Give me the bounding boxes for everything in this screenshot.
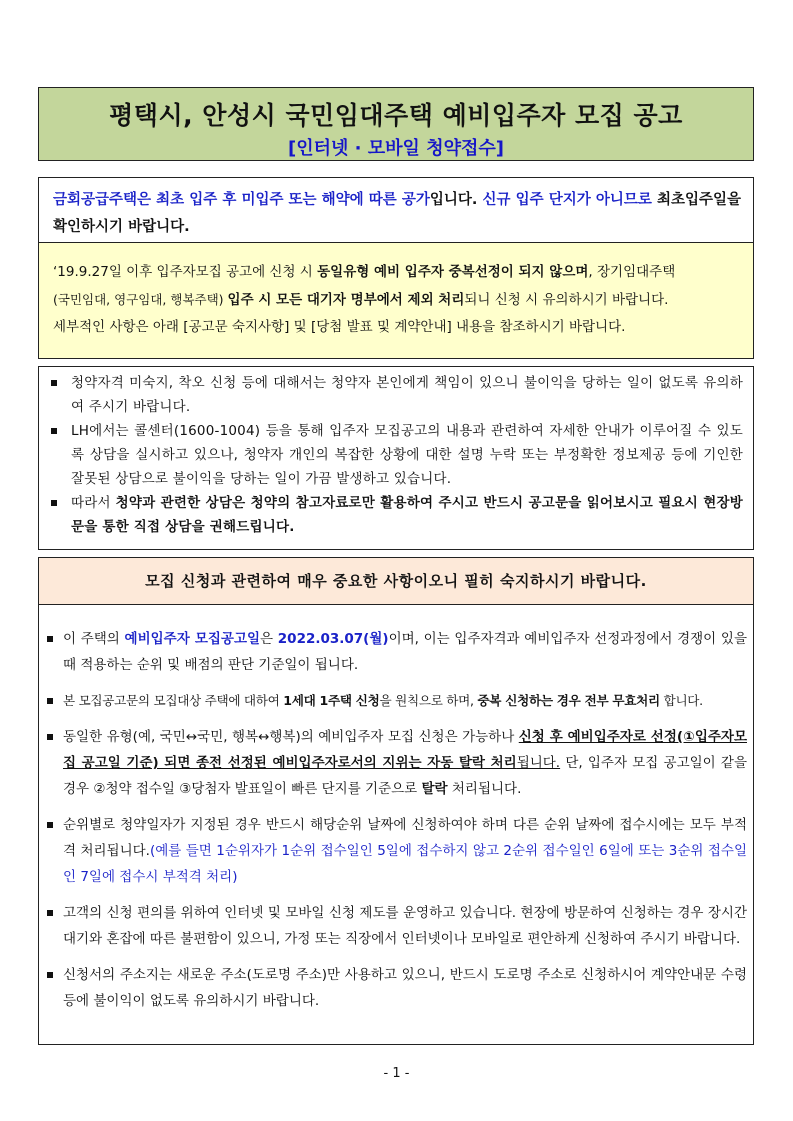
blue-bold-text: 예비입주자 모집공고일	[124, 631, 261, 647]
list-item	[45, 626, 747, 678]
bold-text: 탈락	[421, 781, 448, 797]
text: 동일한 유형(예, 국민↔국민, 행복↔행복)의 예비입주자 모집 신청은 가능하나	[63, 729, 519, 745]
text: 처리됩니다.	[447, 781, 522, 797]
list-item	[51, 371, 743, 419]
text: 청약자격 미숙지, 착오 신청 등에 대해서는 청약자 본인에게 책임이 있으니 불이익을 당하는 일이 없도록 유의하여 주시기 바랍니다.	[71, 375, 743, 415]
text: 되니 신청 시 유의하시기 바랍니다.	[464, 292, 669, 308]
page-title: 평택시, 안성시 국민임대주택 예비입주자 모집 공고	[109, 101, 683, 130]
text: (국민임대, 영구임대, 행복주택)	[53, 292, 228, 307]
underlined-text: 됩니다.	[516, 755, 561, 771]
page-subtitle: [인터넷 · 모바일 청약접수]	[288, 138, 504, 159]
bold-text: 입주 시 모든 대기자 명부에서 제외 처리	[227, 292, 465, 308]
bullet-square-icon	[47, 698, 53, 704]
text: ‘19.9.27일 이후 입주자모집 공고에 신청 시	[53, 264, 318, 280]
list-item	[51, 491, 743, 539]
page-number: - 1 -	[383, 1066, 410, 1081]
bullet-square-icon	[47, 972, 53, 978]
text: 합니다.	[659, 693, 703, 708]
bullet-square-icon	[47, 636, 53, 642]
yellow-line-2	[53, 286, 741, 314]
text: 이 주택의	[63, 631, 125, 647]
text: 본 모집공고문의 모집대상 주택에 대하여	[63, 693, 284, 708]
blue-text: (예를 들면 1순위자가 1순위 접수일인 5일에 접수하지 않고 2순위 접수일인 6일에 또는 3순위 접수일인 7일에 접수시 부적격 처리)	[63, 843, 747, 885]
bullet-square-icon	[47, 734, 53, 740]
bullet-square-icon	[47, 910, 53, 916]
bullet-square-icon	[51, 500, 57, 506]
notice-text: 최초입주일을 확인하시기 바랍니다.	[53, 192, 741, 235]
text: 을 원칙으로 하며,	[379, 693, 478, 708]
notice-blue-text: 금회공급주택은 최초 입주 후 미입주 또는 해약에 따른 공가	[53, 192, 430, 208]
text: 단, 입주자 모집 공고일이 같을 경우 ②청약 접수일 ③당첨자 발표일이 빠른 단지를 기준으로	[63, 755, 747, 797]
yellow-line-3: 세부적인 사항은 아래 [공고문 숙지사항] 및 [당첨 발표 및 계약안내] 내용을 참조하시기 바랍니다.	[53, 319, 626, 335]
list-item	[45, 688, 747, 714]
bold-underlined-text: 신청 후 예비입주자로 선정(①입주자모집 공고일 기준) 되면 종전 선정된 예비입주자로서의 지위는 자동 탈락 처리	[63, 729, 747, 771]
text: 은	[260, 631, 278, 647]
notice-blue-text: 신규 입주 단지가 아니므로	[482, 192, 652, 208]
notice-blue-box	[38, 177, 754, 243]
yellow-line-1	[53, 259, 741, 286]
text: 따라서	[71, 495, 116, 511]
bold-text: 1세대 1주택 신청	[283, 693, 380, 708]
important-heading: 모집 신청과 관련하여 매우 중요한 사항이오니 필히 숙지하시기 바랍니다.	[38, 557, 754, 605]
bold-text: 동일유형 예비 입주자 중복선정이 되지 않으며	[317, 264, 589, 280]
text: , 장기임대주택	[588, 264, 676, 280]
caution-bullets	[38, 366, 754, 550]
list-item	[45, 724, 747, 802]
notice-yellow-box	[38, 243, 754, 359]
bold-text: 청약과 관련한 상담은 청약의 참고자료로만 활용하여 주시고 반드시 공고문을 읽어보시고 필요시 현장방문을 통한 직접 상담을 권해드립니다.	[71, 495, 743, 535]
bullet-square-icon	[51, 428, 57, 434]
bold-text: 중복 신청하는 경우 전부 무효처리	[477, 693, 660, 708]
list-item	[51, 419, 743, 491]
important-list	[38, 605, 754, 1045]
text: 이며, 이는 입주자격과 예비입주자 선정과정에서 경쟁이 있을 때 적용하는 순위 및 배점의 판단 기준일이 됩니다.	[63, 631, 747, 673]
list-item	[45, 900, 747, 952]
list-item	[45, 962, 747, 1014]
text: LH에서는 콜센터(1600-1004) 등을 통해 입주자 모집공고의 내용과 관련하여 자세한 안내가 이루어질 수 있도록 상담을 실시하고 있으나, 청약자 개인의 복잡한 상황에 대한 설명 누락 또는 부정확한 정보제공 등에 기인한 잘못된 상담으로 불이익을 당하는 일이 가끔 발생하고 있습니다.	[71, 423, 743, 487]
bullet-square-icon	[47, 822, 53, 828]
bullet-square-icon	[51, 380, 57, 386]
list-item	[45, 812, 747, 890]
text: 고객의 신청 편의를 위하여 인터넷 및 모바일 신청 제도를 운영하고 있습니다. 현장에 방문하여 신청하는 경우 장시간 대기와 혼잡에 따른 불편함이 있으니, 가정 또는 직장에서 인터넷이나 모바일로 편안하게 신청하여 주시기 바랍니다.	[63, 905, 747, 947]
text: 신청서의 주소지는 새로운 주소(도로명 주소)만 사용하고 있으니, 반드시 도로명 주소로 신청하시어 계약안내문 수령 등에 불이익이 없도록 유의하시기 바랍니다.	[63, 967, 747, 1009]
notice-text: 입니다.	[429, 192, 483, 208]
text: 순위별로 청약일자가 지정된 경우 반드시 해당순위 날짜에 신청하여야 하며 다른 순위 날짜에 접수시에는 모두 부적격 처리됩니다.	[63, 817, 747, 859]
date-text: 2022.03.07(월)	[277, 631, 389, 647]
title-box	[38, 87, 754, 161]
